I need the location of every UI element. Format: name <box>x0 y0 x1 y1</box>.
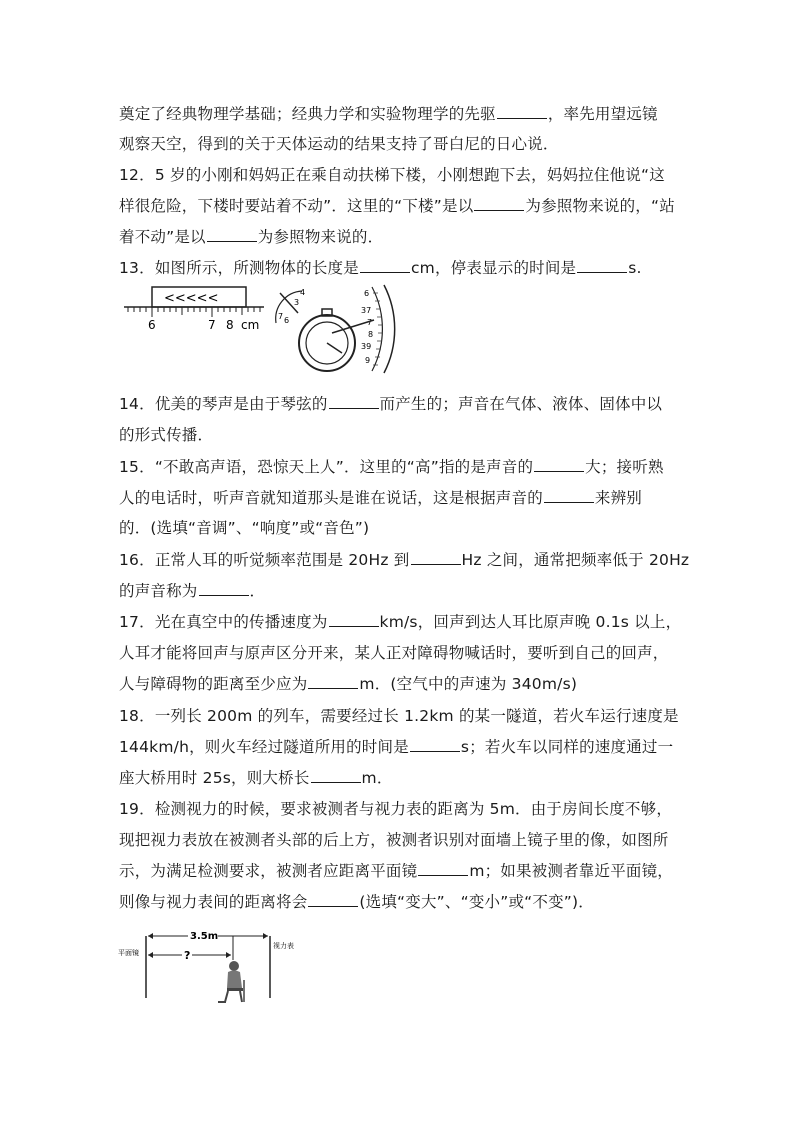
q11-line-1 <box>119 104 658 124</box>
q15-text-3: 的．(选填“音调”、“响度”或“音色”) <box>119 519 370 537</box>
large-dial-8: 8 <box>368 330 374 339</box>
q14-text-1a: 14．优美的琴声是由于琴弦的 <box>119 395 328 413</box>
q12-text-2a: 样很危险，下楼时要站着不动”．这里的“下楼”是以 <box>119 197 474 215</box>
q18-line-3 <box>119 768 393 788</box>
q16-line-2 <box>119 581 265 601</box>
q19-text-4a: 则像与视力表间的距离将会 <box>119 893 308 911</box>
q13-text-1c: s. <box>628 259 642 277</box>
answer-blank[interactable] <box>534 457 584 472</box>
large-dial-arc-outer <box>384 285 395 373</box>
q19-line-1 <box>119 799 672 819</box>
q12-line-3 <box>119 227 383 247</box>
q16-text-2b: ． <box>249 582 266 600</box>
small-dial-3: 3 <box>294 298 300 307</box>
answer-blank[interactable] <box>418 861 468 876</box>
large-dial-6: 6 <box>364 289 370 298</box>
answer-blank[interactable] <box>474 196 524 211</box>
q15-text-2b: 来辨别 <box>594 489 643 507</box>
answer-blank[interactable] <box>308 892 358 907</box>
answer-blank[interactable] <box>411 550 461 565</box>
ruler-ticks <box>128 307 260 317</box>
seated-person-icon <box>218 961 244 1002</box>
q16-text-1a: 16．正常人耳的听觉频率范围是 20Hz 到 <box>119 551 410 569</box>
large-dial-39: 39 <box>361 342 372 351</box>
q17-text-1b: km/s，回声到达人耳比原声晚 0.1s 以上， <box>379 613 682 631</box>
q19-text-1: 19．检测视力的时候，要求被测者与视力表的距离为 5m．由于房间长度不够， <box>119 800 673 818</box>
q11-text-1a: 奠定了经典物理学基础；经典力学和实验物理学的先驱 <box>119 105 496 123</box>
q13-text-1b: cm，停表显示的时间是 <box>410 259 577 277</box>
q12-text-3a: 着不动”是以 <box>119 228 206 246</box>
small-dial-4: 4 <box>300 288 306 297</box>
q17-text-1a: 17．光在真空中的传播速度为 <box>119 613 328 631</box>
q18-text-1: 18．一列长 200m 的列车，需要经过长 1.2km 的某一隧道，若火车运行速度是 <box>119 707 679 725</box>
q18-text-3a: 座大桥用时 25s，则大桥长 <box>119 769 310 787</box>
chart-label: 视力表 <box>273 942 294 950</box>
q13-text-1a: 13．如图所示，所测物体的长度是 <box>119 259 359 277</box>
stopwatch-figure <box>272 283 397 375</box>
answer-blank[interactable] <box>329 394 379 409</box>
q12-line-1 <box>119 165 665 185</box>
answer-blank[interactable] <box>199 581 249 596</box>
q15-line-1 <box>119 457 664 477</box>
q14-text-1b: 而产生的；声音在气体、液体、固体中以 <box>379 395 663 413</box>
q15-text-1b: 大；接听熟 <box>585 458 664 476</box>
q17-line-2 <box>119 643 669 663</box>
object-arrows: <<<<< <box>164 291 219 306</box>
answer-blank[interactable] <box>577 258 627 273</box>
q17-line-1 <box>119 612 681 632</box>
large-dial-37: 37 <box>361 306 372 315</box>
ruler-label-6: 6 <box>148 318 156 332</box>
ruler-label-cm: cm <box>241 318 260 332</box>
q19-text-3a: 示，为满足检测要求，被测者应距离平面镜 <box>119 862 418 880</box>
q18-line-2 <box>119 737 673 757</box>
q19-text-4b: (选填“变大”、“变小”或“不变”)． <box>359 893 594 911</box>
q14-line-2 <box>119 425 213 445</box>
q12-text-1: 12．5 岁的小刚和妈妈正在乘自动扶梯下楼，小刚想跑下去，妈妈拉住他说“这 <box>119 166 665 184</box>
small-dial-6: 6 <box>284 316 290 325</box>
q17-text-3b: m．(空气中的声速为 340m/s) <box>359 675 578 693</box>
q11-text-2: 观察天空，得到的关于天体运动的结果支持了哥白尼的日心说． <box>119 135 559 153</box>
q19-line-4 <box>119 892 594 912</box>
mirror-label: 平面镜 <box>118 949 139 957</box>
q18-text-3b: m． <box>361 769 393 787</box>
q13-line-1 <box>119 258 642 278</box>
answer-blank[interactable] <box>410 737 460 752</box>
ruler-figure <box>120 285 270 340</box>
large-dial-arc-inner <box>372 287 382 371</box>
q15-line-3 <box>119 518 369 538</box>
small-dial-7: 7 <box>278 312 284 321</box>
answer-blank[interactable] <box>311 768 361 783</box>
answer-blank[interactable] <box>497 104 547 119</box>
q14-text-2: 的形式传播． <box>119 426 214 444</box>
q18-text-2a: 144km/h，则火车经过隧道所用的时间是 <box>119 738 409 756</box>
q15-text-2a: 人的电话时，听声音就知道那头是谁在说话，这是根据声音的 <box>119 489 543 507</box>
distance-label: 3.5m <box>190 931 219 942</box>
q19-text-3b: m；如果被测者靠近平面镜， <box>469 862 674 880</box>
q17-text-3a: 人与障碍物的距离至少应为 <box>119 675 308 693</box>
q17-line-3 <box>119 674 577 694</box>
answer-blank[interactable] <box>360 258 410 273</box>
q18-line-1 <box>119 706 679 726</box>
ruler-label-8: 8 <box>226 318 234 332</box>
q11-text-1b: ，率先用望远镜 <box>547 105 658 123</box>
q16-line-1 <box>119 550 689 570</box>
large-dial-ticks <box>373 293 383 365</box>
q12-line-2 <box>119 196 675 216</box>
q17-text-2: 人耳才能将回声与原声区分开来，某人正对障碍物喊话时，要听到自己的回声， <box>119 644 669 662</box>
answer-blank[interactable] <box>207 227 257 242</box>
q18-text-2b: s；若火车以同样的速度通过一 <box>460 738 674 756</box>
answer-blank[interactable] <box>308 674 358 689</box>
q19-line-3 <box>119 861 673 881</box>
q12-text-3b: 为参照物来说的． <box>257 228 384 246</box>
answer-blank[interactable] <box>329 612 379 627</box>
eye-test-figure <box>118 928 308 1010</box>
q19-text-2: 现把视力表放在被测者头部的后上方，被测者识别对面墙上镜子里的像，如图所 <box>119 831 669 849</box>
stopwatch-hand <box>327 343 342 353</box>
ruler-label-7: 7 <box>208 318 216 332</box>
q16-text-2a: 的声音称为 <box>119 582 198 600</box>
q11-line-2 <box>119 134 559 154</box>
q14-line-1 <box>119 394 662 414</box>
unknown-label: ? <box>184 949 191 962</box>
large-dial-9: 9 <box>365 356 371 365</box>
large-dial-7: 7 <box>367 318 373 327</box>
answer-blank[interactable] <box>544 488 594 503</box>
q12-text-2b: 为参照物来说的，“站 <box>525 197 675 215</box>
q19-line-2 <box>119 830 669 850</box>
q16-text-1b: Hz 之间，通常把频率低于 20Hz <box>461 551 690 569</box>
q15-line-2 <box>119 488 642 508</box>
q15-text-1a: 15．“不敢高声语，恐惊天上人”．这里的“高”指的是声音的 <box>119 458 534 476</box>
